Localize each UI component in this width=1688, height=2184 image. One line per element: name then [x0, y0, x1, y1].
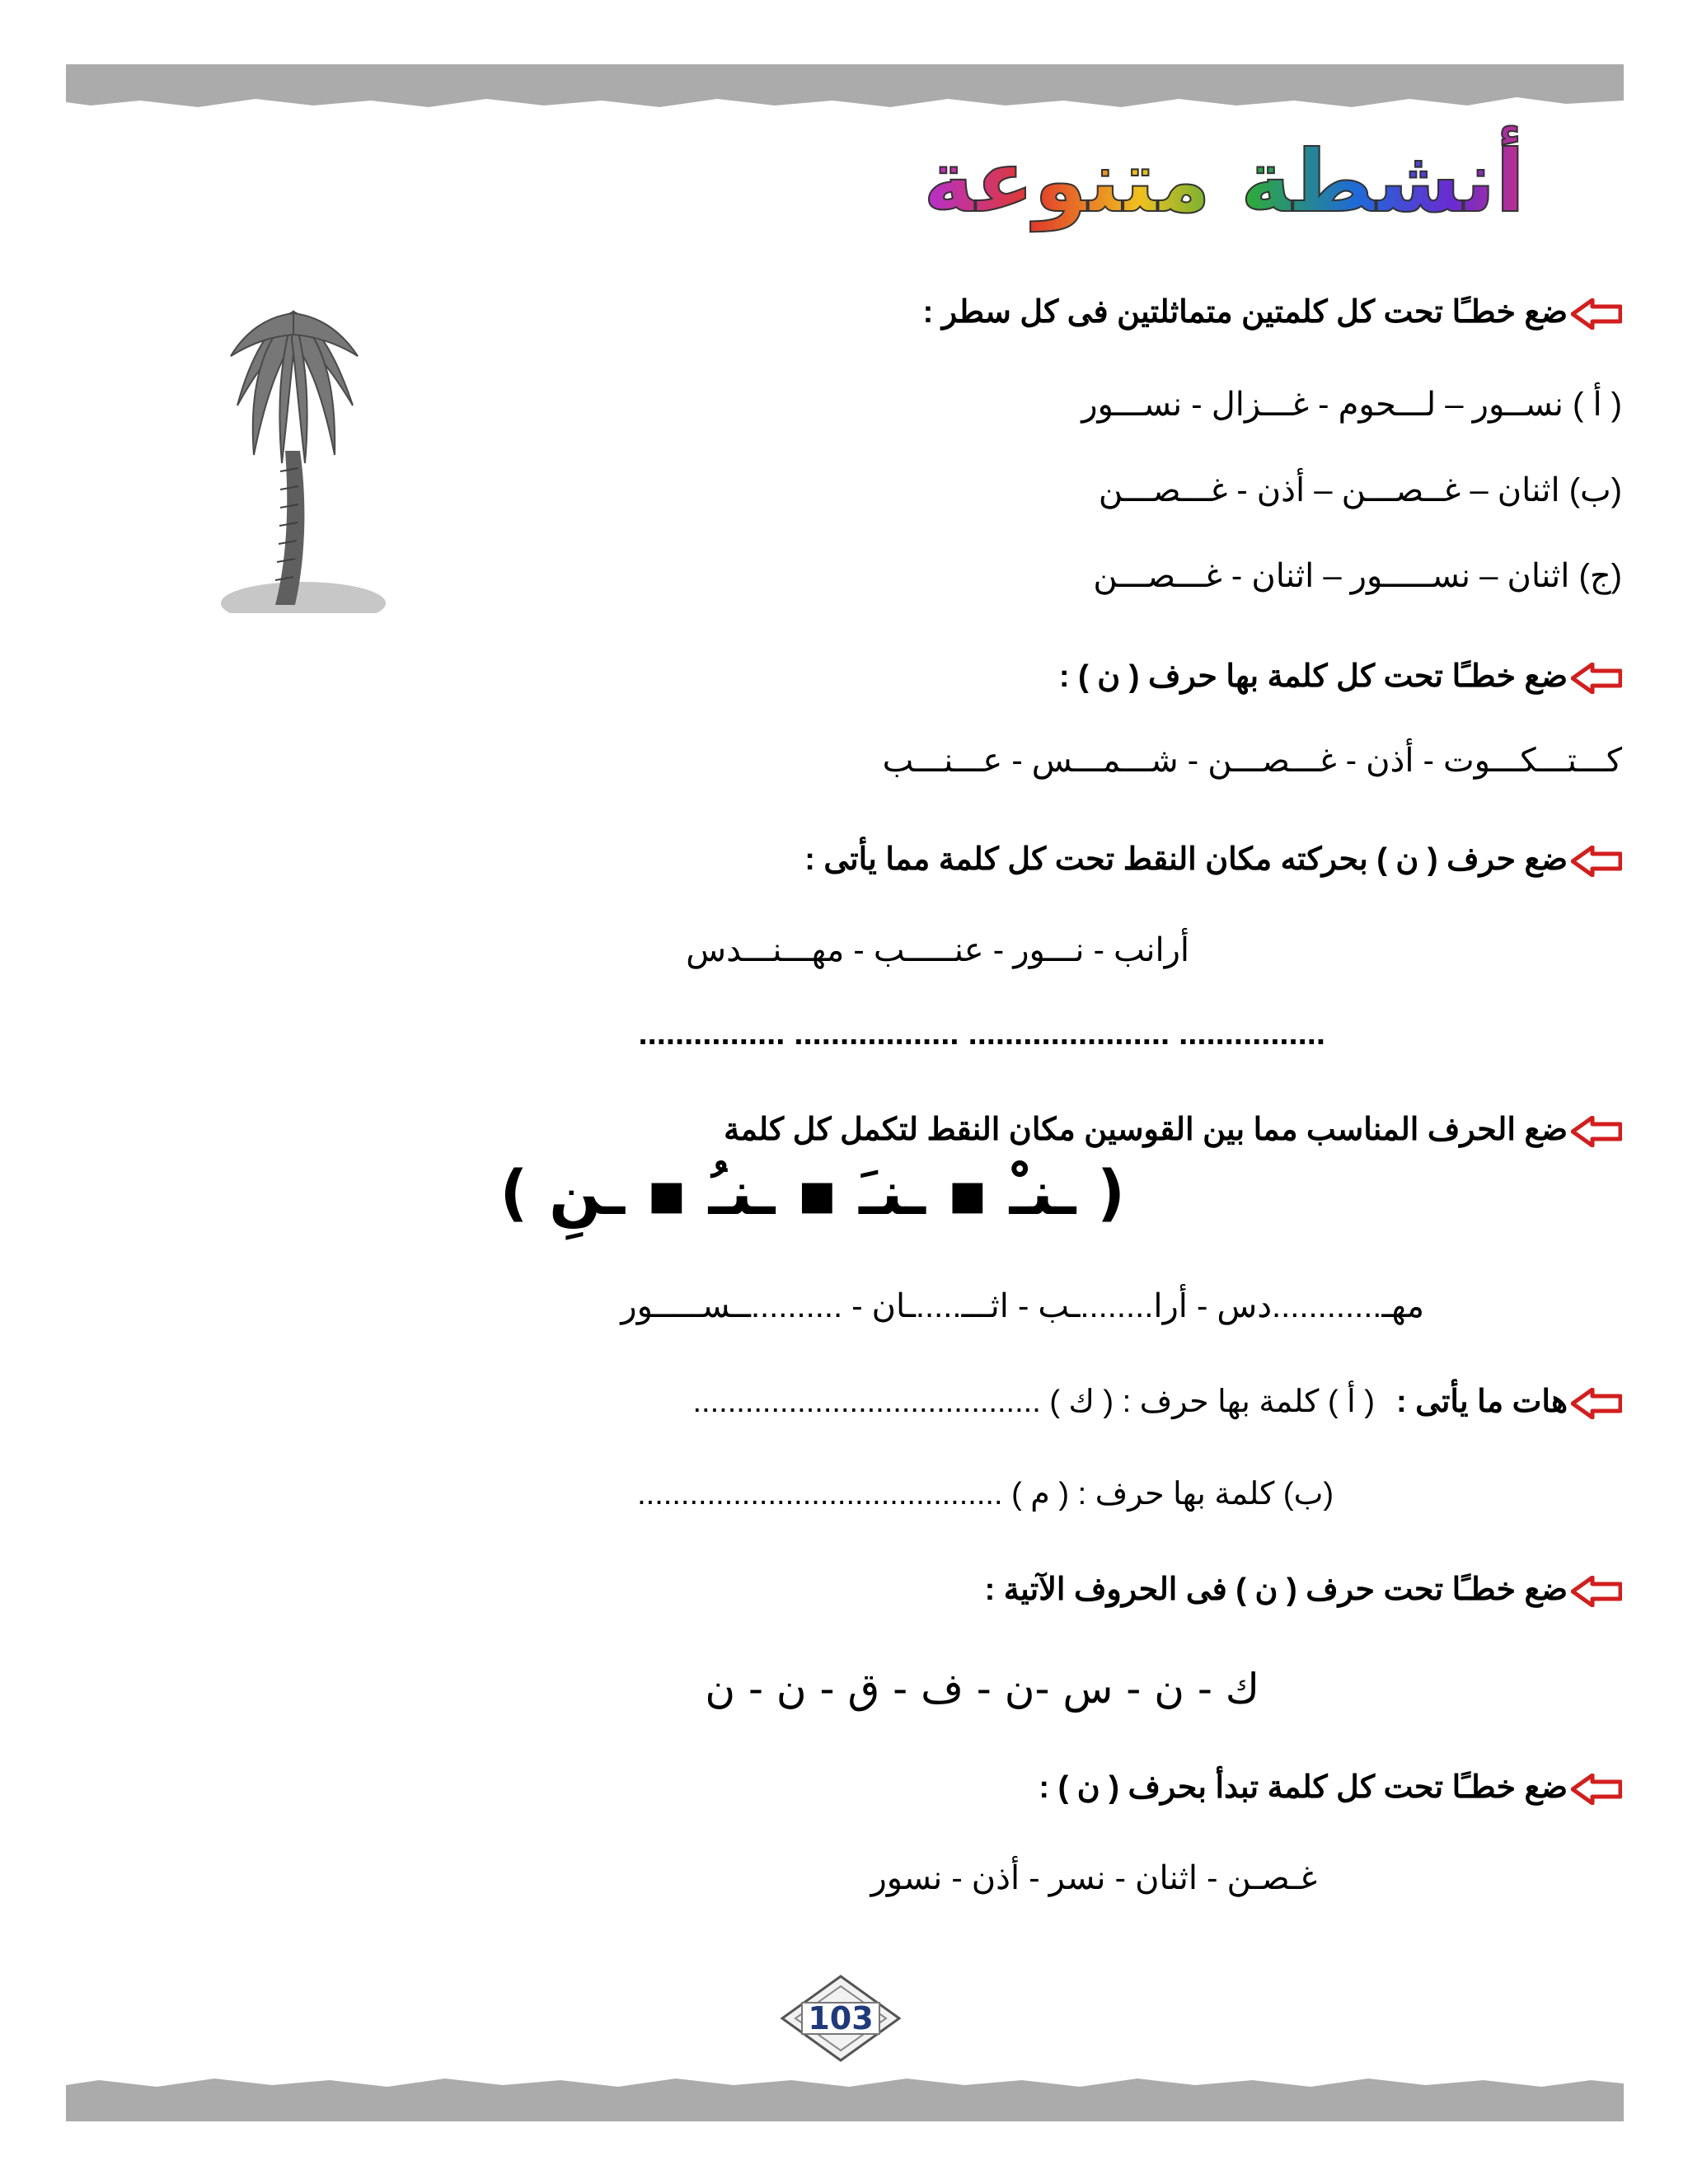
page-number: 103 — [808, 2000, 874, 2036]
exercise7-question — [1039, 1769, 1622, 1806]
arrow-icon — [1571, 1116, 1622, 1147]
exercise2-question-text: ضع خطـًا تحت كل كلمة بها حرف ( ن ) : — [1058, 659, 1568, 694]
exercise4-question — [724, 1111, 1622, 1148]
bottom-decorative-band — [66, 2075, 1624, 2121]
palm-tree-illustration — [213, 307, 386, 613]
exercise3-question-text: ضع حرف ( ن ) بحركته مكان النقط تحت كل كلمة مما يأتى : — [804, 842, 1568, 877]
exercise5-row-b: (ب) كلمة بها حرف : ( م ) .......................................... — [637, 1477, 1334, 1511]
exercise2-words: كـــتـــكـــوت - أذن - غـــصـــن - شـــمـــس - عـــنـــب — [882, 743, 1622, 779]
exercise7-question-text: ضع خطـًا تحت كل كلمة تبدأ بحرف ( ن ) : — [1039, 1770, 1568, 1805]
exercise5-question — [692, 1383, 1622, 1420]
exercise6-question — [985, 1571, 1622, 1608]
exercise3-question — [804, 841, 1622, 878]
exercise4-words: مهـ............دس - أرا........ـب - اثـــ.....ـان - ..........ــســـــور — [621, 1288, 1424, 1324]
exercise5-row-a: ( أ ) كلمة بها حرف : ( ك ) ........................................ — [692, 1385, 1375, 1419]
exercise2-question — [1059, 658, 1622, 695]
top-decorative-band — [66, 64, 1624, 117]
exercise4-letter-choices: ( ـنـْ ▪ ـنـَ ▪ ـنـُ ▪ ـنِ ) — [499, 1158, 1125, 1229]
arrow-icon — [1571, 1576, 1622, 1607]
exercise1-row-b: (ب) اثنان – غــصـــن – أذن - غـــصـــن — [1098, 472, 1622, 509]
arrow-icon — [1571, 298, 1622, 330]
exercise1-row-a: ( أ ) نســور – لـــحوم - غـــزال - نســـور — [1081, 387, 1622, 423]
page-title — [923, 124, 1533, 247]
exercise1-row-c: (ج) اثنان – نســـــور – اثنان - غـــصـــن — [1093, 558, 1622, 594]
exercise1-question — [923, 293, 1622, 330]
arrow-icon — [1571, 663, 1622, 694]
page-title-text: أنشطة متنوعة — [923, 124, 1525, 239]
arrow-icon — [1571, 1774, 1622, 1805]
exercise3-answer-dots: ................ ...................... .................. ................ — [638, 1015, 1325, 1052]
exercise5-question-text: هات ما يأتى : — [1395, 1385, 1568, 1419]
exercise1-question-text: ضع خطـًا تحت كل كلمتين متماثلتين فى كل سطر : — [922, 295, 1568, 330]
exercise6-question-text: ضع خطـًا تحت حرف ( ن ) فى الحروف الآتية : — [984, 1572, 1568, 1607]
arrow-icon — [1571, 846, 1622, 877]
exercise3-words: أرانب - نـــور - عنـــــب - مهـــنـــدس — [686, 932, 1189, 968]
page-number-badge — [779, 1973, 903, 2064]
exercise7-words: غـصـن - اثنان - نسر - أذن - نسور — [870, 1860, 1317, 1896]
arrow-icon — [1571, 1388, 1622, 1419]
exercise4-question-text: ضع الحرف المناسب مما بين القوسين مكان النقط لتكمل كل كلمة — [724, 1113, 1568, 1147]
exercise6-letters: ك - ن - س -ن - ف - ق - ن - ن — [705, 1665, 1259, 1713]
